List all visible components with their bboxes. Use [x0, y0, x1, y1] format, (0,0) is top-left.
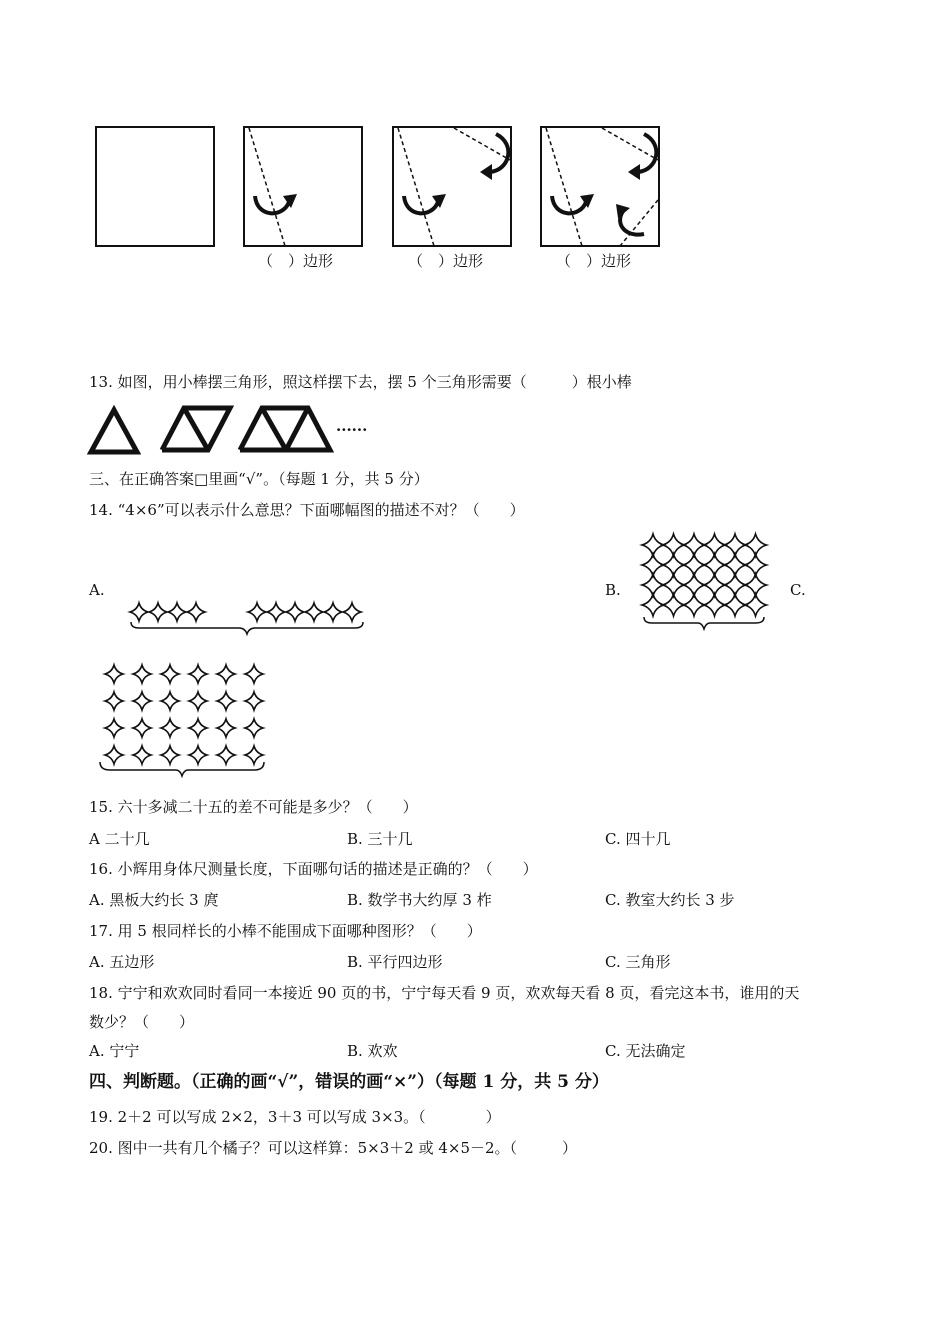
- star-icon: [343, 603, 361, 621]
- star-icon: [130, 603, 148, 621]
- option-c-label: C.: [790, 581, 806, 599]
- star-icon: [161, 719, 179, 737]
- square-figure-plain: [95, 126, 215, 248]
- star-icon: [217, 719, 235, 737]
- star-icon: [245, 692, 263, 710]
- section-4-heading: 四、判断题。（正确的画“√”，错误的画“×”）（每题 1 分，共 5 分）: [89, 1072, 609, 1092]
- q17-option-a: A. 五边形: [89, 953, 155, 971]
- square-figure-two-folds: [392, 126, 512, 248]
- star-icon: [149, 603, 167, 621]
- option-b-label: B.: [605, 581, 621, 599]
- continuation-dots: ······: [336, 421, 368, 439]
- question-20-text: 20. 图中一共有几个橘子？可以这样算：5×3＋2 或 4×5－2。（ ）: [89, 1139, 578, 1157]
- star-icon: [189, 665, 207, 683]
- square-figure-one-fold: [243, 126, 363, 248]
- question-15-text: 15. 六十多减二十五的差不可能是多少？（ ）: [89, 798, 418, 816]
- star-icon: [189, 692, 207, 710]
- star-icon: [161, 692, 179, 710]
- square-figure-label-2: （ ）边形: [408, 252, 484, 270]
- star-icon: [133, 746, 151, 764]
- star-icon: [245, 719, 263, 737]
- star-icon: [105, 665, 123, 683]
- q16-option-a: A. 黑板大约长 3 庹: [89, 891, 219, 909]
- star-icon: [324, 603, 342, 621]
- star-icon: [286, 603, 304, 621]
- star-icon: [245, 665, 263, 683]
- star-icon: [105, 746, 123, 764]
- star-icon: [133, 719, 151, 737]
- question-16-text: 16. 小辉用身体尺测量长度，下面哪句话的描述是正确的？（ ）: [89, 860, 538, 878]
- question-18-line-2: 数少？（ ）: [89, 1013, 195, 1031]
- star-icon: [248, 603, 266, 621]
- stick-triangle-1: [89, 408, 139, 454]
- q17-option-b: B. 平行四边形: [347, 953, 443, 971]
- star-icon: [161, 665, 179, 683]
- star-icon: [267, 603, 285, 621]
- q17-option-c: C. 三角形: [605, 953, 671, 971]
- question-19-text: 19. 2＋2 可以写成 2×2，3＋3 可以写成 3×3。（ ）: [89, 1108, 501, 1126]
- question-17-text: 17. 用 5 根同样长的小棒不能围成下面哪种图形？（ ）: [89, 922, 482, 940]
- question-13-text: 13. 如图，用小棒摆三角形，照这样摆下去，摆 5 个三角形需要（ ）根小棒: [89, 373, 632, 391]
- star-icon: [168, 603, 186, 621]
- q16-option-c: C. 教室大约长 3 步: [605, 891, 735, 909]
- star-icon: [133, 665, 151, 683]
- star-icon: [105, 719, 123, 737]
- star-icon: [245, 746, 263, 764]
- option-c-star-grid: [98, 662, 270, 780]
- option-a-star-groups: [127, 602, 372, 634]
- q18-option-c: C. 无法确定: [605, 1042, 686, 1060]
- q15-option-a: A 二十几: [89, 830, 150, 848]
- star-icon: [189, 746, 207, 764]
- stick-triangles-3: [238, 406, 334, 452]
- star-icon: [217, 692, 235, 710]
- star-icon: [187, 603, 205, 621]
- question-14-text: 14. “4×6”可以表示什么意思？下面哪幅图的描述不对？（ ）: [89, 501, 525, 519]
- q16-option-b: B. 数学书大约厚 3 柞: [347, 891, 492, 909]
- star-icon: [305, 603, 323, 621]
- square-figure-three-folds: [540, 126, 660, 248]
- option-b-star-grid: [640, 533, 770, 633]
- question-18-line-1: 18. 宁宁和欢欢同时看同一本接近 90 页的书，宁宁每天看 9 页，欢欢每天看 8 页，看完这本书，谁用的天: [89, 984, 800, 1002]
- star-icon: [217, 665, 235, 683]
- q18-option-b: B. 欢欢: [347, 1042, 398, 1060]
- q18-option-a: A. 宁宁: [89, 1042, 140, 1060]
- star-icon: [189, 719, 207, 737]
- stick-triangles-2: [160, 406, 234, 452]
- star-icon: [133, 692, 151, 710]
- option-a-label: A.: [89, 581, 105, 599]
- section-3-heading: 三、在正确答案□里画“√”。（每题 1 分，共 5 分）: [89, 470, 429, 488]
- q15-option-b: B. 三十几: [347, 830, 413, 848]
- star-icon: [105, 692, 123, 710]
- square-figure-label-3: （ ）边形: [556, 252, 632, 270]
- q15-option-c: C. 四十几: [605, 830, 671, 848]
- square-figure-label-1: （ ）边形: [258, 252, 334, 270]
- star-icon: [217, 746, 235, 764]
- star-icon: [161, 746, 179, 764]
